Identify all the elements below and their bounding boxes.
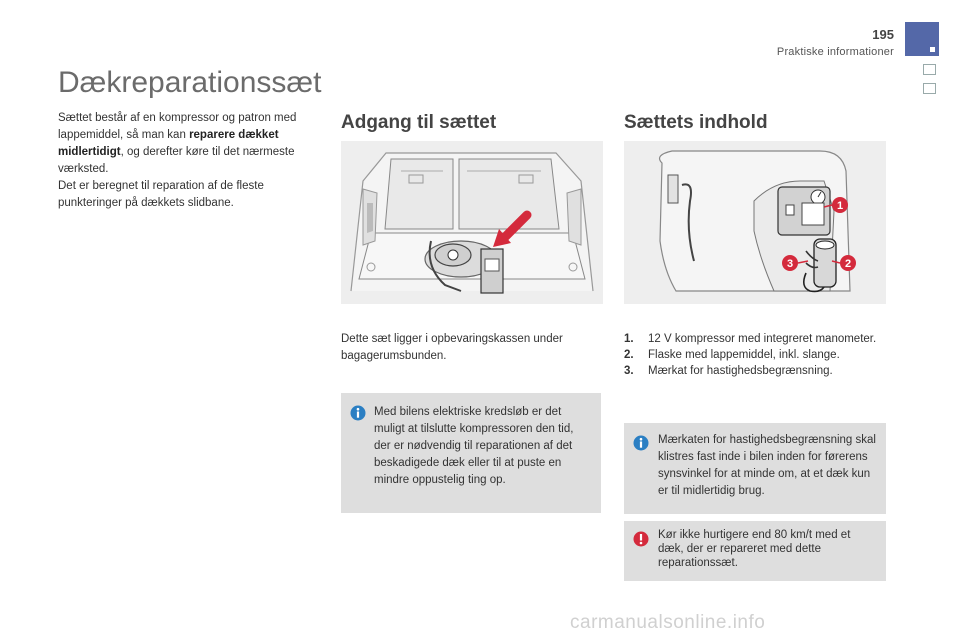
callout-3: 3 xyxy=(786,258,794,270)
kit-illustration xyxy=(624,141,886,304)
page-number: 195 xyxy=(872,27,894,42)
callout-1: 1 xyxy=(836,200,844,212)
page-title: Dækreparationssæt xyxy=(58,66,322,99)
intro-part: , og derefter køre til det nærmeste værksted. xyxy=(58,146,295,175)
section-tab[interactable] xyxy=(923,83,936,94)
info-note-text: Mærkaten for hastighedsbegrænsning skal klistres fast inde i bilen inden for førerens synsvinkel for at minde om, at et dæk kun er til midlertidig brug. xyxy=(658,434,876,497)
tab-marker-icon xyxy=(930,47,935,52)
info-note-text: Med bilens elektriske kredsløb er det muligt at tilslutte kompressoren den tid, der er nødvendig til reparationen af det beskadigede dæk eller til at puste en mindre oppustelig ting op. xyxy=(374,406,574,486)
info-icon xyxy=(633,435,649,451)
section-tab[interactable] xyxy=(923,64,936,75)
contents-heading: Sættets indhold xyxy=(624,112,768,133)
list-item-text: 12 V kompressor med integreret manometer. xyxy=(648,333,877,345)
list-item xyxy=(624,347,886,363)
list-item xyxy=(624,363,886,379)
intro-emphasis: reparere dækket midlertidigt xyxy=(58,129,279,158)
list-item-number: 1. xyxy=(624,333,634,345)
access-heading: Adgang til sættet xyxy=(341,112,497,133)
warning-icon xyxy=(633,531,649,547)
list-item-number: 3. xyxy=(624,365,634,377)
warning-note-text: Kør ikke hurtigere end 80 km/t med et dæk, der er repareret med dette reparationssæt. xyxy=(658,529,851,569)
list-item-text: Flaske med lappemiddel, inkl. slange. xyxy=(648,349,840,361)
info-icon xyxy=(350,405,366,421)
trunk-drawing xyxy=(341,141,603,304)
list-item xyxy=(624,331,886,347)
watermark-text: carmanualsonline.info xyxy=(570,612,766,633)
warning-note-speed xyxy=(624,521,886,581)
intro-text xyxy=(58,110,320,212)
info-note-access xyxy=(341,393,601,513)
list-item-number: 2. xyxy=(624,349,634,361)
access-text: Dette sæt ligger i opbevaringskassen under bagagerumsbunden. xyxy=(341,333,563,362)
kit-drawing xyxy=(624,141,886,304)
trunk-illustration xyxy=(341,141,603,304)
contents-list xyxy=(624,331,886,379)
list-item-text: Mærkat for hastighedsbegrænsning. xyxy=(648,365,833,377)
intro-part: Sættet består af en kompressor og patron med lappemiddel, så man kan xyxy=(58,112,297,141)
intro-part: Det er beregnet til reparation af de fleste punkteringer på dækkets slidbane. xyxy=(58,180,264,209)
info-note-sticker xyxy=(624,423,886,514)
section-tab-active[interactable] xyxy=(905,22,939,56)
section-label: Praktiske informationer xyxy=(776,46,894,58)
callout-2: 2 xyxy=(844,258,852,270)
